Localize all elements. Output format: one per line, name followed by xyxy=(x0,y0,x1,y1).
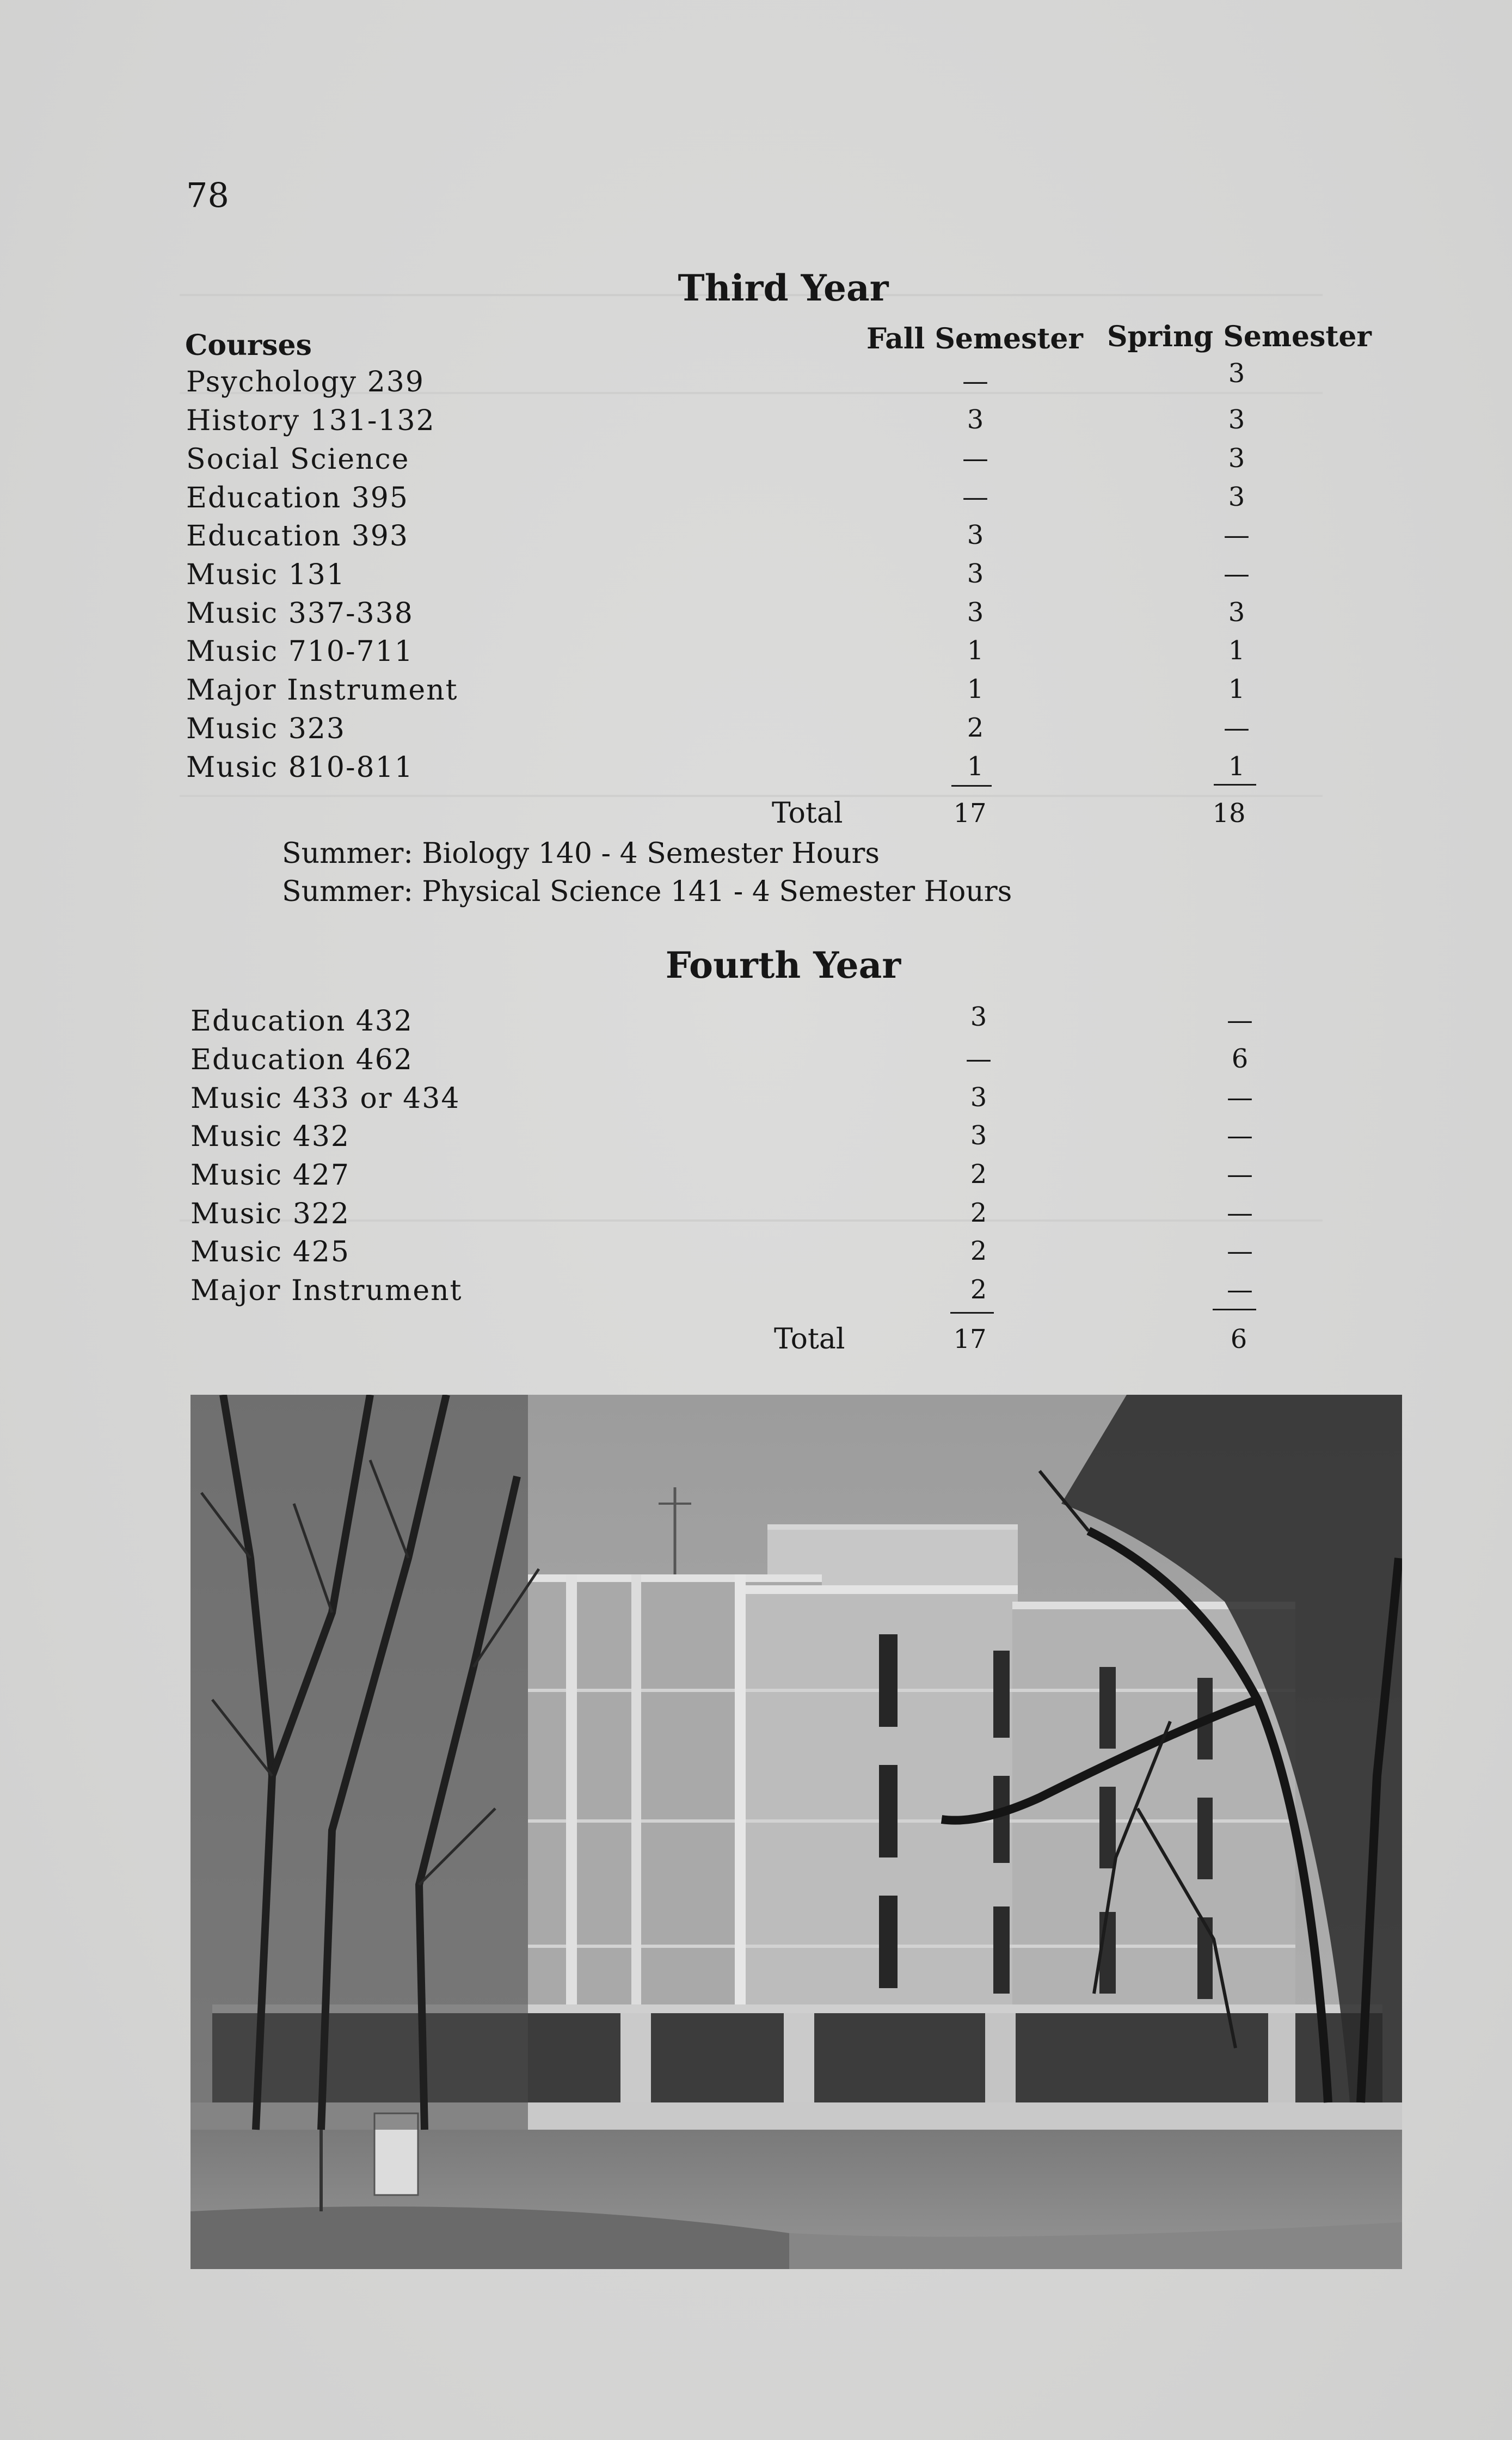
spring-hours: — xyxy=(1227,1274,1253,1305)
spring-hours: — xyxy=(1227,1005,1253,1035)
third-year-total-label: Total xyxy=(772,797,843,830)
table-row xyxy=(0,674,1512,712)
table-row xyxy=(0,1198,1512,1236)
table-row xyxy=(0,1159,1512,1197)
course-name: Psychology 239 xyxy=(186,366,425,399)
fourth-year-fall-total: 17 xyxy=(953,1324,987,1354)
table-row xyxy=(0,358,1512,404)
fourth-year-title: Fourth Year xyxy=(665,944,901,986)
fall-hours: 2 xyxy=(970,1159,987,1190)
course-name: Music 710-711 xyxy=(186,635,414,668)
table-row xyxy=(0,443,1512,481)
table-row xyxy=(0,559,1512,597)
summer-note: Summer: Biology 140 - 4 Semester Hours xyxy=(282,837,880,870)
course-name: Education 395 xyxy=(186,482,409,514)
course-name: Music 810-811 xyxy=(186,751,414,784)
course-name: Music 427 xyxy=(190,1159,350,1192)
fall-hours: — xyxy=(962,366,988,396)
fourth-year-total-label: Total xyxy=(774,1323,845,1356)
spring-hours: 3 xyxy=(1228,358,1245,389)
building-photo xyxy=(190,1395,1402,2269)
spring-hours: — xyxy=(1224,559,1250,589)
spring-hours: — xyxy=(1227,1082,1253,1113)
fall-hours: 2 xyxy=(967,713,984,743)
spring-hours: 3 xyxy=(1228,443,1245,474)
fall-hours: 3 xyxy=(970,1082,987,1113)
table-row xyxy=(0,597,1512,635)
spring-hours: 3 xyxy=(1228,404,1245,435)
fall-hours: 1 xyxy=(967,635,984,666)
course-name: Music 323 xyxy=(186,713,346,745)
fall-hours: 3 xyxy=(970,1002,987,1032)
fall-hours: 3 xyxy=(967,404,984,435)
fourth-year-spring-total: 6 xyxy=(1230,1324,1247,1354)
table-row xyxy=(0,1044,1512,1082)
spring-semester-header: Spring Semester xyxy=(1107,320,1372,353)
table-row xyxy=(0,751,1512,789)
fall-hours: 3 xyxy=(967,559,984,589)
spring-hours: — xyxy=(1224,713,1250,743)
course-name: Major Instrument xyxy=(186,674,458,707)
course-name: Music 425 xyxy=(190,1236,350,1268)
table-row xyxy=(0,1120,1512,1158)
table-row xyxy=(0,713,1512,751)
course-name: Education 393 xyxy=(186,520,409,553)
fall-hours: — xyxy=(962,482,988,512)
fall-sum-rule xyxy=(951,785,992,787)
course-name: Music 432 xyxy=(190,1120,350,1153)
course-name: Music 322 xyxy=(190,1198,350,1230)
fall-hours: 1 xyxy=(967,751,984,782)
spring-hours: 3 xyxy=(1228,482,1245,512)
fall-hours: 3 xyxy=(970,1120,987,1151)
fall-hours: 2 xyxy=(970,1198,987,1228)
fall-hours: — xyxy=(962,443,988,474)
page-number: 78 xyxy=(186,175,229,215)
spring-sum-rule xyxy=(1213,1309,1256,1310)
spring-hours: 1 xyxy=(1228,635,1245,666)
spring-hours: 6 xyxy=(1231,1044,1249,1074)
fall-hours: 2 xyxy=(970,1236,987,1266)
spring-hours: — xyxy=(1224,520,1250,550)
table-row xyxy=(0,1274,1512,1313)
course-name: History 131-132 xyxy=(186,404,435,437)
fall-hours: 1 xyxy=(967,674,984,704)
table-row xyxy=(0,520,1512,558)
course-name: Education 432 xyxy=(190,1005,413,1038)
third-year-title: Third Year xyxy=(678,267,889,309)
fall-semester-header: Fall Semester xyxy=(866,322,1083,355)
table-row xyxy=(0,482,1512,520)
spring-hours: — xyxy=(1227,1236,1253,1266)
third-year-spring-total: 18 xyxy=(1212,798,1246,829)
courses-header: Courses xyxy=(185,329,312,362)
table-row xyxy=(0,1236,1512,1274)
spring-hours: — xyxy=(1227,1120,1253,1151)
spring-hours: — xyxy=(1227,1159,1253,1190)
course-name: Major Instrument xyxy=(190,1274,463,1307)
course-name: Music 337-338 xyxy=(186,597,414,630)
spring-sum-rule xyxy=(1214,784,1256,786)
fall-hours: — xyxy=(966,1044,992,1074)
course-name: Music 433 or 434 xyxy=(190,1082,460,1115)
spring-hours: — xyxy=(1227,1198,1253,1228)
fall-hours: 3 xyxy=(967,520,984,550)
course-name: Education 462 xyxy=(190,1044,413,1076)
summer-note: Summer: Physical Science 141 - 4 Semester Hours xyxy=(282,875,1012,908)
table-row xyxy=(0,635,1512,673)
course-name: Social Science xyxy=(186,443,410,476)
table-row xyxy=(0,1082,1512,1120)
third-year-fall-total: 17 xyxy=(953,798,987,829)
spring-hours: 3 xyxy=(1228,597,1245,628)
table-row xyxy=(0,1002,1512,1043)
spring-hours: 1 xyxy=(1228,751,1245,782)
fall-hours: 3 xyxy=(967,597,984,628)
fall-sum-rule xyxy=(950,1312,994,1314)
table-row xyxy=(0,404,1512,443)
fall-hours: 2 xyxy=(970,1274,987,1305)
spring-hours: 1 xyxy=(1228,674,1245,704)
course-name: Music 131 xyxy=(186,559,346,591)
